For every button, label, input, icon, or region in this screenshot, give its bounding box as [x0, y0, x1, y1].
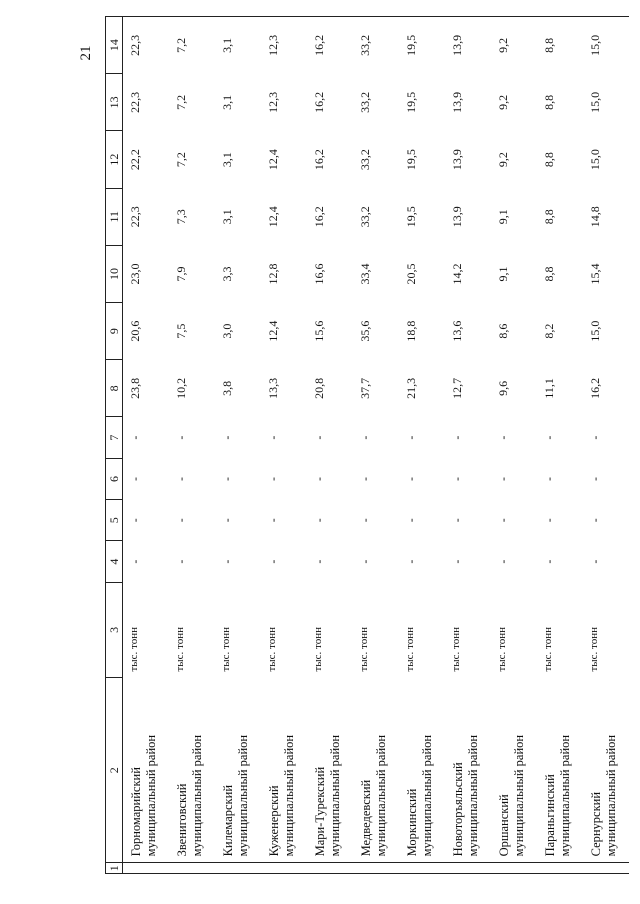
- column-header: 14: [106, 17, 123, 74]
- district-name-line: муниципальный район: [420, 734, 434, 857]
- value-cell-c11: 7,3: [174, 209, 188, 225]
- district-name-line: Оршанский: [497, 794, 511, 857]
- value-cell-c10: 16,6: [312, 263, 326, 285]
- value-cell-c11: 12,4: [266, 206, 280, 228]
- value-cell-c9: 3,0: [220, 323, 234, 339]
- row-number-cell: [307, 863, 353, 874]
- column-header: 1: [106, 863, 123, 874]
- column-header: 3: [106, 582, 123, 677]
- value-cell-c11: 8,8: [542, 209, 556, 225]
- column-header: 11: [106, 188, 123, 245]
- value-cell-c13: 9,2: [496, 94, 510, 110]
- value-cell-c6: -: [404, 476, 418, 481]
- value-cell-c5: -: [496, 518, 510, 523]
- table-container: [105, 16, 618, 874]
- value-cell-c5: -: [266, 518, 280, 523]
- column-header: 10: [106, 245, 123, 302]
- row-number-cell: [399, 863, 445, 874]
- value-cell-c9: 15,6: [312, 320, 326, 342]
- row-number-cell: [215, 863, 261, 874]
- value-cell-c7: -: [266, 435, 280, 440]
- value-cell-c7: -: [542, 435, 556, 440]
- district-name-line: муниципальный район: [190, 734, 204, 857]
- table-row: [445, 17, 491, 874]
- value-cell-c6: -: [174, 476, 188, 481]
- column-header: 12: [106, 131, 123, 188]
- district-name-line: Горномарийский: [129, 767, 143, 857]
- district-name-line: Звениговский: [175, 783, 189, 857]
- value-cell-c9: 35,6: [358, 320, 372, 342]
- value-cell-c10: 9,1: [496, 266, 510, 282]
- row-number-cell: [169, 863, 215, 874]
- row-number-cell: [261, 863, 307, 874]
- value-cell-c7: -: [174, 435, 188, 440]
- value-cell-c12: 7,2: [174, 152, 188, 168]
- district-name-line: Медведевский: [359, 779, 373, 857]
- value-cell-c14: 22,3: [123, 17, 170, 74]
- value-cell-c14: 33,2: [353, 17, 399, 74]
- value-cell-c14: 9,2: [491, 17, 537, 74]
- value-cell-c11: 33,2: [358, 206, 372, 228]
- value-cell-c10: 23,0: [128, 263, 142, 285]
- value-cell-c12: 9,2: [496, 152, 510, 168]
- value-cell-c8: 11,1: [542, 378, 556, 399]
- row-number-cell: [353, 863, 399, 874]
- value-cell-c6: -: [588, 476, 602, 481]
- value-cell-c11: 14,8: [588, 206, 602, 228]
- value-cell-c8: 10,2: [174, 377, 188, 399]
- value-cell-c10: 8,8: [542, 266, 556, 282]
- header-row: [106, 17, 123, 874]
- table-row: [399, 17, 445, 874]
- value-cell-c7: -: [220, 435, 234, 440]
- district-name-cell: [537, 678, 583, 863]
- value-cell-c9: 12,4: [266, 320, 280, 342]
- value-cell-c10: 20,5: [404, 263, 418, 285]
- value-cell-c14: 12,3: [261, 17, 307, 74]
- unit-cell: тыс. тонн: [496, 627, 508, 672]
- value-cell-c8: 21,3: [404, 377, 418, 399]
- value-cell-c13: 7,2: [174, 94, 188, 110]
- value-cell-c13: 33,2: [358, 91, 372, 113]
- value-cell-c5: -: [542, 518, 556, 523]
- value-cell-c14: 15,0: [583, 17, 629, 74]
- value-cell-c10: 12,8: [266, 263, 280, 285]
- value-cell-c5: -: [128, 518, 142, 523]
- value-cell-c12: 13,9: [450, 149, 464, 171]
- page-number: 21: [78, 45, 94, 61]
- table-body: [123, 17, 630, 874]
- unit-cell: тыс. тонн: [128, 627, 140, 672]
- unit-cell: тыс. тонн: [588, 627, 600, 672]
- value-cell-c14: 8,8: [537, 17, 583, 74]
- value-cell-c8: 23,8: [128, 377, 142, 399]
- column-header: 13: [106, 74, 123, 131]
- table-row: [261, 17, 307, 874]
- value-cell-c6: -: [542, 476, 556, 481]
- value-cell-c14: 19,5: [399, 17, 445, 74]
- value-cell-c12: 19,5: [404, 149, 418, 171]
- value-cell-c13: 3,1: [220, 94, 234, 110]
- unit-cell: тыс. тонн: [312, 627, 324, 672]
- table-row: [123, 17, 170, 874]
- value-cell-c12: 16,2: [312, 149, 326, 171]
- column-header: 9: [106, 303, 123, 360]
- district-name-cell: [307, 678, 353, 863]
- value-cell-c8: 16,2: [588, 377, 602, 399]
- table-row: [169, 17, 215, 874]
- table-row: [491, 17, 537, 874]
- value-cell-c9: 8,6: [496, 323, 510, 339]
- value-cell-c14: 16,2: [307, 17, 353, 74]
- district-name-line: муниципальный район: [282, 734, 296, 857]
- value-cell-c8: 3,8: [220, 380, 234, 396]
- district-name-line: Сернурский: [589, 791, 603, 857]
- value-cell-c13: 15,0: [588, 91, 602, 113]
- value-cell-c4: -: [404, 559, 418, 564]
- district-name-line: муниципальный район: [466, 734, 480, 857]
- value-cell-c7: -: [128, 435, 142, 440]
- unit-cell: тыс. тонн: [542, 627, 554, 672]
- value-cell-c7: -: [404, 435, 418, 440]
- value-cell-c5: -: [588, 518, 602, 523]
- district-name-line: муниципальный район: [604, 734, 618, 857]
- unit-cell: тыс. тонн: [220, 627, 232, 672]
- table-row: [583, 17, 629, 874]
- value-cell-c7: -: [358, 435, 372, 440]
- value-cell-c6: -: [358, 476, 372, 481]
- row-number-cell: [123, 863, 170, 874]
- value-cell-c11: 3,1: [220, 209, 234, 225]
- unit-cell: тыс. тонн: [404, 627, 416, 672]
- district-name-cell: [261, 678, 307, 863]
- value-cell-c4: -: [542, 559, 556, 564]
- value-cell-c7: -: [312, 435, 326, 440]
- value-cell-c6: -: [266, 476, 280, 481]
- row-number-cell: [491, 863, 537, 874]
- value-cell-c7: -: [588, 435, 602, 440]
- value-cell-c13: 8,8: [542, 94, 556, 110]
- district-name-line: Новоторъяльский: [451, 762, 465, 857]
- column-header: 5: [106, 500, 123, 541]
- value-cell-c5: -: [220, 518, 234, 523]
- value-cell-c8: 37,7: [358, 377, 372, 399]
- value-cell-c9: 8,2: [542, 323, 556, 339]
- district-name-line: Мари-Турекский: [313, 766, 327, 857]
- value-cell-c11: 19,5: [404, 206, 418, 228]
- district-name-cell: [353, 678, 399, 863]
- value-cell-c9: 15,0: [588, 320, 602, 342]
- unit-cell: тыс. тонн: [450, 627, 462, 672]
- district-name-cell: [169, 678, 215, 863]
- value-cell-c8: 9,6: [496, 380, 510, 396]
- value-cell-c13: 22,3: [128, 91, 142, 113]
- district-name-line: Моркинский: [405, 788, 419, 857]
- data-table: [105, 16, 629, 874]
- column-header: 8: [106, 360, 123, 417]
- value-cell-c4: -: [128, 559, 142, 564]
- value-cell-c10: 14,2: [450, 263, 464, 285]
- value-cell-c11: 9,1: [496, 209, 510, 225]
- value-cell-c6: -: [450, 476, 464, 481]
- value-cell-c12: 33,2: [358, 149, 372, 171]
- value-cell-c12: 8,8: [542, 152, 556, 168]
- value-cell-c9: 13,6: [450, 320, 464, 342]
- value-cell-c11: 16,2: [312, 206, 326, 228]
- district-name-cell: [583, 678, 629, 863]
- district-name-line: муниципальный район: [328, 734, 342, 857]
- value-cell-c6: -: [220, 476, 234, 481]
- value-cell-c13: 12,3: [266, 91, 280, 113]
- value-cell-c9: 18,8: [404, 320, 418, 342]
- value-cell-c10: 15,4: [588, 263, 602, 285]
- column-header: 2: [106, 678, 123, 863]
- district-name-line: муниципальный район: [144, 734, 158, 857]
- value-cell-c5: -: [450, 518, 464, 523]
- column-header: 6: [106, 458, 123, 499]
- unit-cell: тыс. тонн: [358, 627, 370, 672]
- value-cell-c4: -: [588, 559, 602, 564]
- district-name-cell: [445, 678, 491, 863]
- unit-cell: тыс. тонн: [266, 627, 278, 672]
- row-number-cell: [537, 863, 583, 874]
- value-cell-c7: -: [450, 435, 464, 440]
- value-cell-c5: -: [312, 518, 326, 523]
- value-cell-c10: 3,3: [220, 266, 234, 282]
- value-cell-c12: 15,0: [588, 149, 602, 171]
- value-cell-c13: 16,2: [312, 91, 326, 113]
- district-name-line: Килемарский: [221, 784, 235, 857]
- value-cell-c6: -: [312, 476, 326, 481]
- value-cell-c7: -: [496, 435, 510, 440]
- value-cell-c5: -: [404, 518, 418, 523]
- value-cell-c4: -: [174, 559, 188, 564]
- value-cell-c10: 33,4: [358, 263, 372, 285]
- table-row: [215, 17, 261, 874]
- district-name-cell: [123, 678, 170, 863]
- value-cell-c9: 7,5: [174, 323, 188, 339]
- value-cell-c4: -: [266, 559, 280, 564]
- district-name-cell: [399, 678, 445, 863]
- unit-cell: тыс. тонн: [174, 627, 186, 672]
- district-name-line: муниципальный район: [236, 734, 250, 857]
- row-number-cell: [583, 863, 629, 874]
- value-cell-c8: 12,7: [450, 377, 464, 399]
- table-row: [353, 17, 399, 874]
- value-cell-c4: -: [312, 559, 326, 564]
- value-cell-c6: -: [496, 476, 510, 481]
- value-cell-c14: 3,1: [215, 17, 261, 74]
- row-number-cell: [445, 863, 491, 874]
- value-cell-c12: 22,2: [128, 149, 142, 171]
- value-cell-c8: 13,3: [266, 377, 280, 399]
- value-cell-c5: -: [174, 518, 188, 523]
- table-row: [307, 17, 353, 874]
- value-cell-c14: 7,2: [169, 17, 215, 74]
- table-row: [537, 17, 583, 874]
- district-name-line: муниципальный район: [374, 734, 388, 857]
- column-header: 4: [106, 541, 123, 582]
- district-name-cell: [215, 678, 261, 863]
- district-name-line: муниципальный район: [512, 734, 526, 857]
- value-cell-c4: -: [358, 559, 372, 564]
- value-cell-c5: -: [358, 518, 372, 523]
- value-cell-c12: 12,4: [266, 149, 280, 171]
- value-cell-c10: 7,9: [174, 266, 188, 282]
- district-name-cell: [491, 678, 537, 863]
- value-cell-c8: 20,8: [312, 377, 326, 399]
- value-cell-c4: -: [450, 559, 464, 564]
- value-cell-c13: 13,9: [450, 91, 464, 113]
- value-cell-c4: -: [220, 559, 234, 564]
- value-cell-c12: 3,1: [220, 152, 234, 168]
- column-header: 7: [106, 417, 123, 458]
- value-cell-c9: 20,6: [128, 320, 142, 342]
- value-cell-c13: 19,5: [404, 91, 418, 113]
- value-cell-c11: 22,3: [128, 206, 142, 228]
- district-name-line: Куженерский: [267, 785, 281, 857]
- district-name-line: муниципальный район: [558, 734, 572, 857]
- value-cell-c14: 13,9: [445, 17, 491, 74]
- value-cell-c4: -: [496, 559, 510, 564]
- value-cell-c6: -: [128, 476, 142, 481]
- value-cell-c11: 13,9: [450, 206, 464, 228]
- district-name-line: Параньгинский: [543, 774, 557, 857]
